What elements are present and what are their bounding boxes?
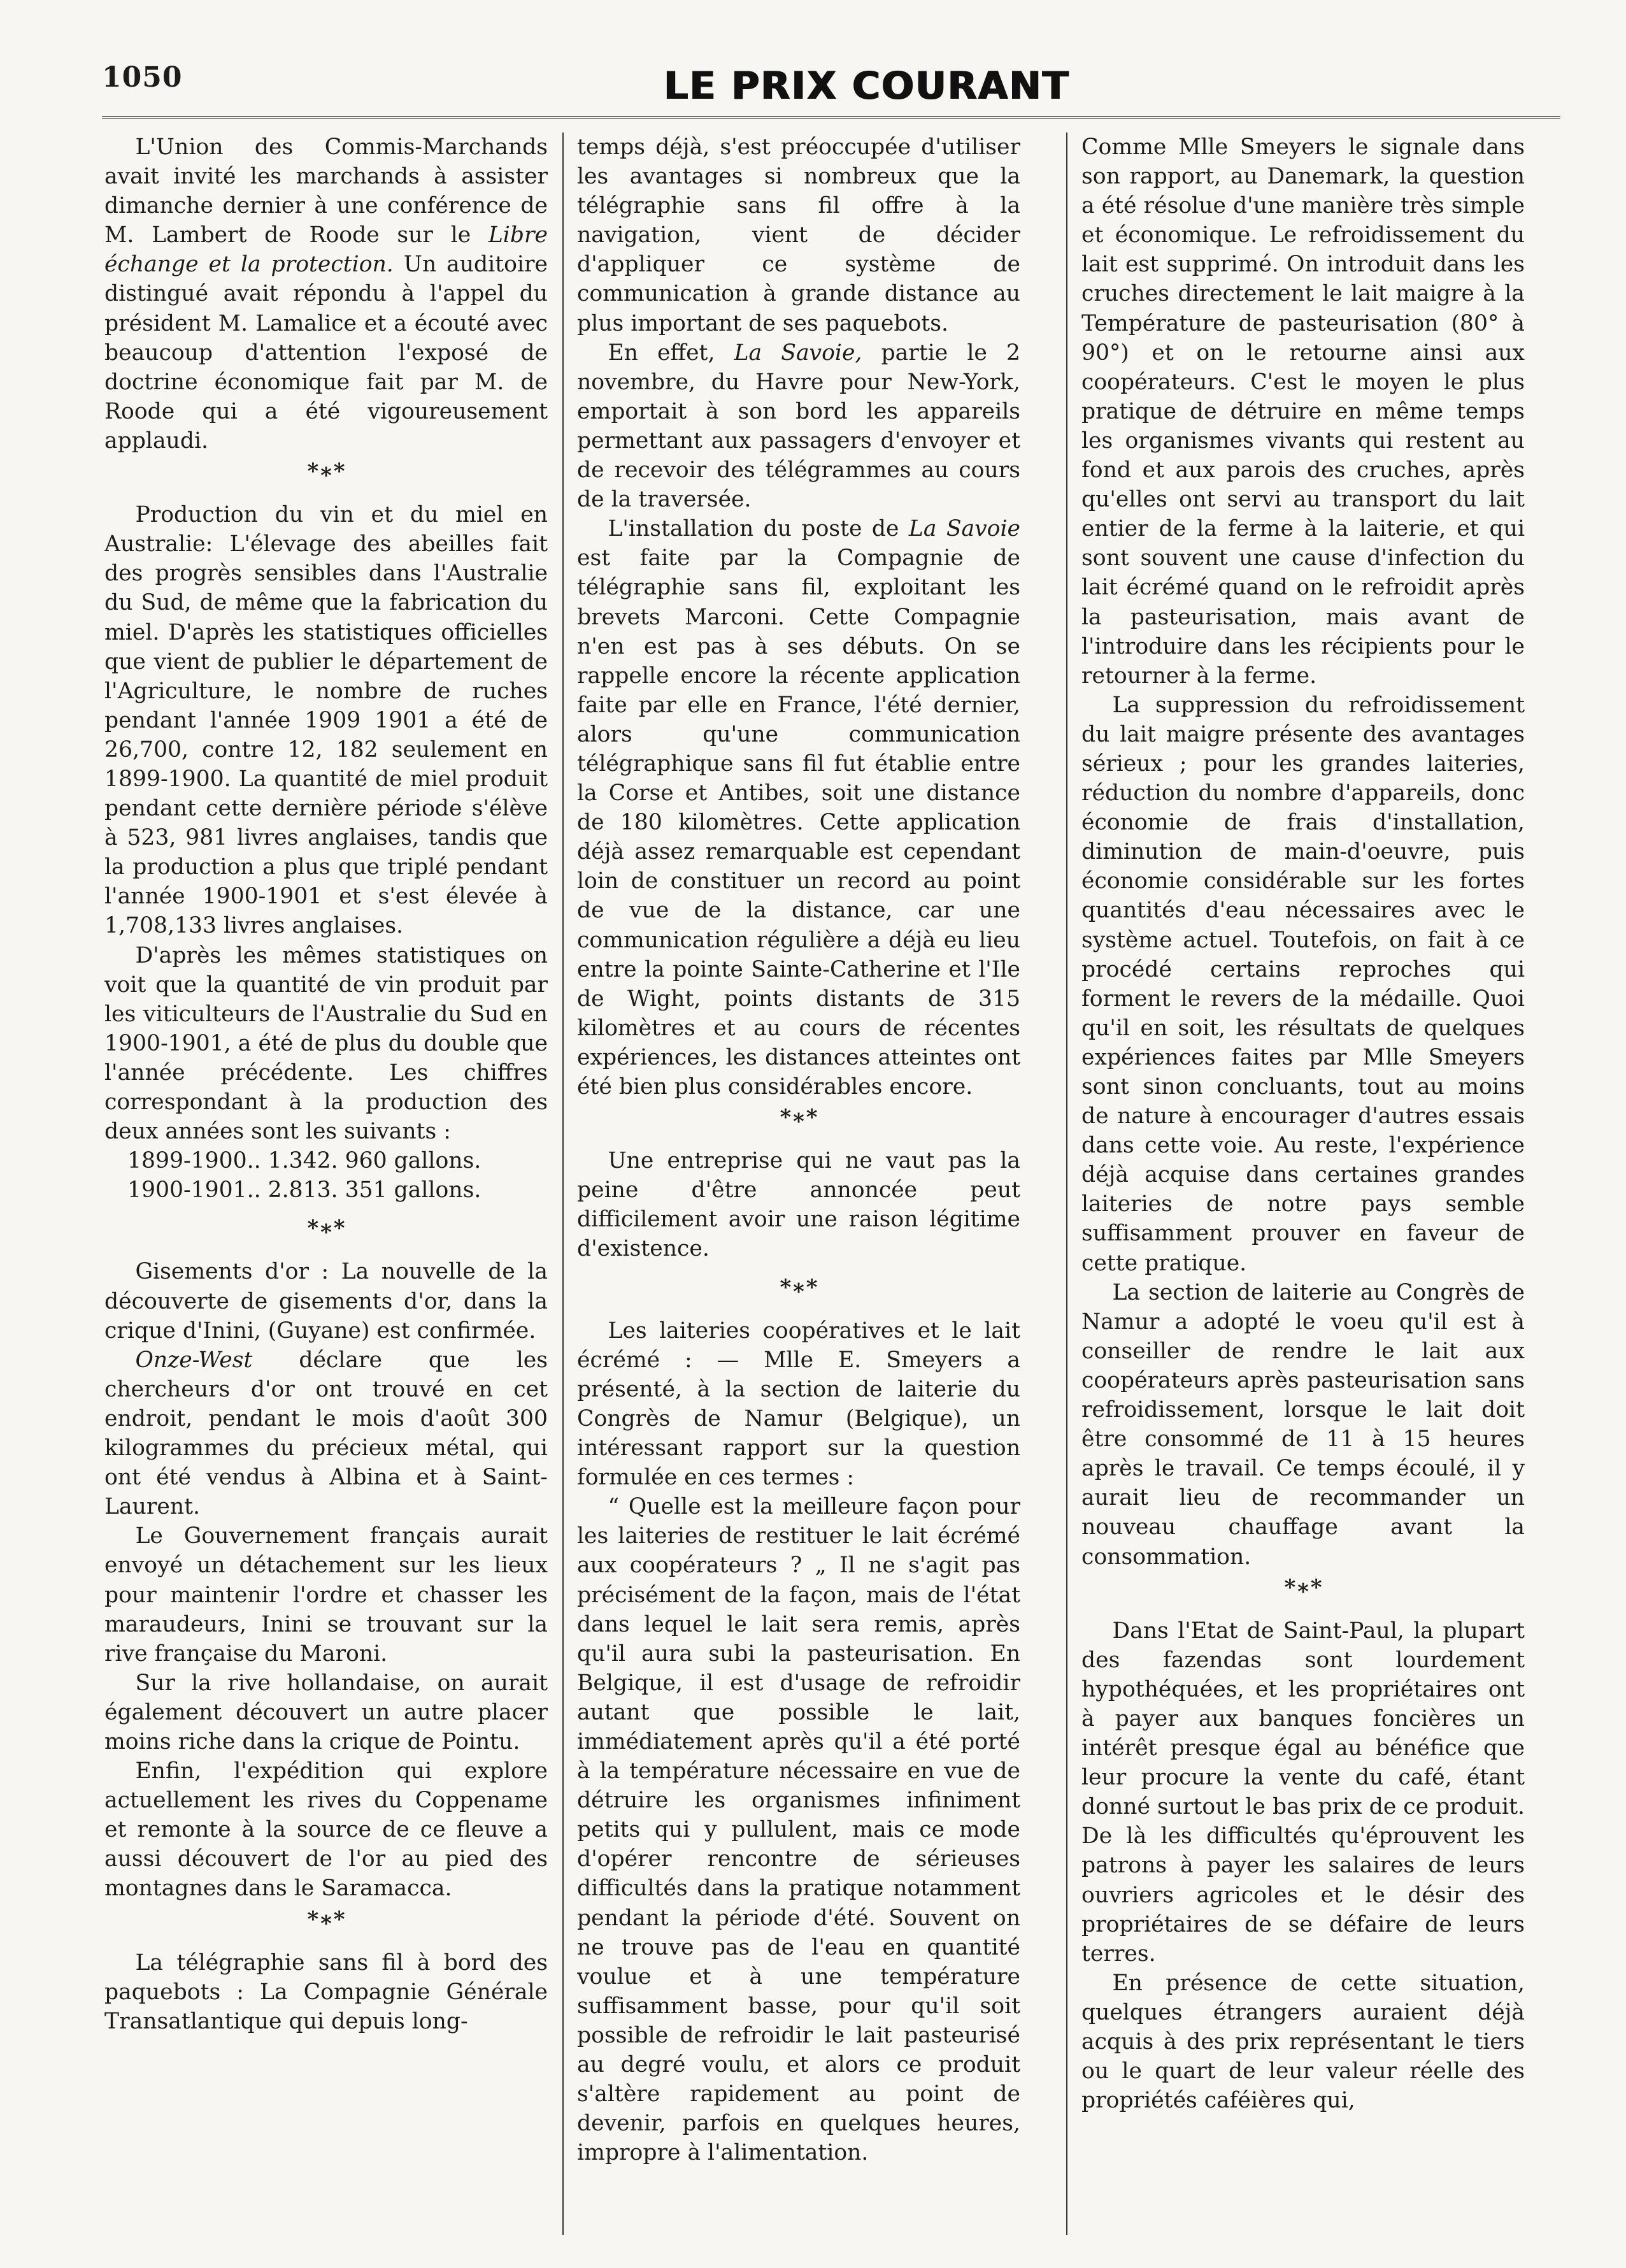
section-separator: *∗* bbox=[1284, 1574, 1322, 1600]
paragraph-danemark: Comme Mlle Smeyers le signale dans son rapport, au Danemark, la question a été résolue d'une manière très simple et économique. Le refroidissement du lait est supprimé. On introduit dans les cruches directement le lait maigre à la Température de pasteurisation (80° à 90°) et on le retourne ainsi aux coopérateurs. C'est le moyen le plus pratique de détruire en même temps les organismes vivants qui restent au fond et aux parois des cruches, après qu'elles ont servi au transport du lait entier de la ferme à la laiterie, et qui sont souvent une cause d'infection du lait écrémé quand on le refroidit après la pasteurisation, mais avant de l'introduire dans les récipients pour le retourner à la ferme. bbox=[1081, 134, 1525, 689]
paragraph-laiteries: Les laiteries coopératives et le lait écrémé : — Mlle E. Smeyers a présenté, à la section de laiterie du Congrès de Namur (Belgique), un intéressant rapport sur la question formulée en ces termes : bbox=[577, 1317, 1020, 1491]
paragraph-entreprise: Une entreprise qui ne vaut pas la peine d'être annoncée peut difficilement avoir une raison légitime d'existence. bbox=[577, 1148, 1020, 1262]
section-separator: *∗* bbox=[307, 1216, 345, 1242]
paragraph-la-savoie: En effet, La Savoie, partie le 2 novembre, du Havre pour New-York, emportait à son bord les appareils permettant aux passagers d'envoyer et de recevoir des télégrammes au cours de la traversée. bbox=[577, 340, 1020, 513]
column-divider bbox=[1066, 133, 1067, 2235]
paragraph-telegraphie: La télégraphie sans fil à bord des paquebots : La Compagnie Générale Transatlantique qui depuis long- bbox=[104, 1949, 548, 2034]
page-header bbox=[102, 56, 1560, 117]
paragraph-gouvernement: Le Gouvernement français aurait envoyé un détachement sur les lieux pour maintenir l'ordre et chasser les maraudeurs, Inini se trouvant sur la rive française du Maroni. bbox=[104, 1523, 548, 1667]
paragraph-installation-poste: L'installation du poste de La Savoie est faite par la Compagnie de télégraphie sans fil, exploitant les brevets Marconi. Cette Compagnie n'en est pas à ses débuts. On se rappelle encore la récente application faite par elle en France, l'été dernier, alors qu'une communication télégraphique sans fil fut établie entre la Corse et Antibes, soit une distance de 180 kilomètres. Cette application déjà assez remarquable est cependant loin de constituer un record au point de vue de la distance, car une communication régulière a déjà eu lieu entre la pointe Sainte-Catherine et l'Ile de Wight, points distants de 315 kilomètres et au cours de récentes expériences, les distances atteintes ont été bien plus considérables encore. bbox=[577, 516, 1020, 1100]
paragraph-statistiques: D'après les mêmes statistiques on voit que la quantité de vin produit par les viticulteurs de l'Australie du Sud en 1900-1901, a été de plus du double que l'année précédente. Les chiffres correspondant à la production des deux années sont les suivants : bbox=[104, 942, 548, 1145]
gallons-line: 1899-1900.. 1.342. 960 gallons. bbox=[127, 1148, 481, 1174]
paragraph-expedition: Enfin, l'expédition qui explore actuellement les rives du Coppename et remonte à la source de ce fleuve a aussi découvert de l'or au pied des montagnes dans le Saramacca. bbox=[104, 1758, 548, 1902]
section-separator: *∗* bbox=[780, 1274, 818, 1300]
section-separator: *∗* bbox=[307, 459, 345, 485]
article-column-3 bbox=[1081, 133, 1525, 2235]
column-divider bbox=[562, 133, 564, 2235]
paragraph-congres-namur: La section de laiterie au Congrès de Namur a adopté le voeu qu'il est à conseiller de rendre le lait aux coopérateurs après pasteurisation sans refroidissement, lorsque le lait doit être consommé de 11 à 15 heures après le travail. Ce temps écoulé, il y aurait lieu de recommander un nouveau chauffage avant la consommation. bbox=[1081, 1279, 1525, 1570]
masthead-logo: LE PRIX COURANT bbox=[663, 64, 1069, 108]
paragraph-saint-paul: Dans l'Etat de Saint-Paul, la plupart des fazendas sont lourdement hypothéquées, et les propriétaires ont à payer aux banques foncières un intérêt presque égal au bénéfice que leur procure la vente du café, étant donné surtout le bas prix de ce produit. De là les difficultés qu'éprouvent les patrons à payer les salaires de leurs ouvriers agricoles et le désir des propriétaires de se défaire de leurs terres. bbox=[1081, 1618, 1525, 1967]
paragraph-presence: En présence de cette situation, quelques étrangers auraient déjà acquis à des prix représentant le tiers ou le quart de leur valeur réelle des propriétés caféières qui, bbox=[1081, 1970, 1525, 2114]
paragraph-onze-west: Onze-West déclare que les chercheurs d'or ont trouvé en cet endroit, pendant le mois d'août 300 kilogrammes du précieux métal, qui ont été vendus à Albina et à Saint-Laurent. bbox=[104, 1347, 548, 1520]
gallons-line: 1900-1901.. 2.813. 351 gallons. bbox=[127, 1177, 481, 1203]
paragraph-gisements-or: Gisements d'or : La nouvelle de la découverte de gisements d'or, dans la crique d'Inini, (Guyane) est confirmée. bbox=[104, 1259, 548, 1344]
header-rule bbox=[102, 116, 1560, 118]
article-column-1 bbox=[104, 133, 548, 2235]
paragraph-rive-hollandaise: Sur la rive hollandaise, on aurait également découvert un autre placer moins riche dans la crique de Pointu. bbox=[104, 1670, 548, 1755]
paragraph-telegraphie-cont: temps déjà, s'est préoccupée d'utiliser les avantages si nombreux que la télégraphie sans fil offre à la navigation, vient de décider d'appliquer ce système de communication à grande distance au plus important de ses paquebots. bbox=[577, 134, 1020, 336]
section-separator: *∗* bbox=[780, 1105, 818, 1131]
paragraph-union-commis: L'Union des Commis-Marchands avait invité les marchands à assister dimanche dernier à une conférence de M. Lambert de Roode sur le Libre échange et la protection. Un auditoire distingué avait répondu à l'appel du président M. Lamalice et a écouté avec beaucoup d'attention l'exposé de doctrine économique fait par M. de Roode qui a été vigoureusement applaudi. bbox=[104, 134, 548, 454]
page-number: 1050 bbox=[102, 61, 183, 94]
paragraph-suppression: La suppression du refroidissement du lait maigre présente des avantages sérieux ; pour les grandes laiteries, réduction du nombre d'appareils, donc économie de frais d'installation, diminution de main-d'oeuvre, puis économie considérable sur les fortes quantités d'eau nécessaires avec le système actuel. Toutefois, on fait à ce procédé certains reproches qui forment le revers de la médaille. Quoi qu'il en soit, les résultats de quelques expériences faites par Mlle Smeyers sont sinon concluants, tout au moins de nature à encourager d'autres essais dans cette voie. Au reste, l'expérience déjà acquise dans certaines grandes laiteries de notre pays semble suffisamment prouver en faveur de cette pratique. bbox=[1081, 692, 1525, 1276]
section-separator: *∗* bbox=[307, 1906, 345, 1932]
paragraph-quelle-facon: “ Quelle est la meilleure façon pour les laiteries de restituer le lait écrémé aux coopérateurs ? „ Il ne s'agit pas précisément de la façon, mais de l'état dans lequel le lait sera remis, après qu'il aura subi la pasteurisation. En Belgique, il est d'usage de refroidir autant que possible le lait, immédiatement après qu'il a été porté à la température nécessaire en vue de détruire les organismes infiniment petits qui y pullulent, mais ce mode d'opérer rencontre de sérieuses difficultés dans la pratique notamment pendant la période d'été. Souvent on ne trouve pas de l'eau en quantité voulue et à une température suffisamment basse, pour qu'il soit possible de refroidir le lait pasteurisé au degré voulu, et alors ce produit s'altère rapidement au point de devenir, parfois en quelques heures, impropre à l'alimentation. bbox=[577, 1494, 1020, 2166]
article-column-2 bbox=[577, 133, 1020, 2235]
paragraph-vin-miel: Production du vin et du miel en Australie: L'élevage des abeilles fait des progrès sensibles dans l'Australie du Sud, de même que la fabrication du miel. D'après les statistiques officielles que vient de publier le département de l'Agriculture, le nombre de ruches pendant l'année 1909 1901 a été de 26,700, contre 12, 182 seulement en 1899-1900. La quantité de miel produit pendant cette dernière période s'élève à 523, 981 livres anglaises, tandis que la production a plus que triplé pendant l'année 1900-1901 et s'est élevée à 1,708,133 livres anglaises. bbox=[104, 502, 548, 939]
